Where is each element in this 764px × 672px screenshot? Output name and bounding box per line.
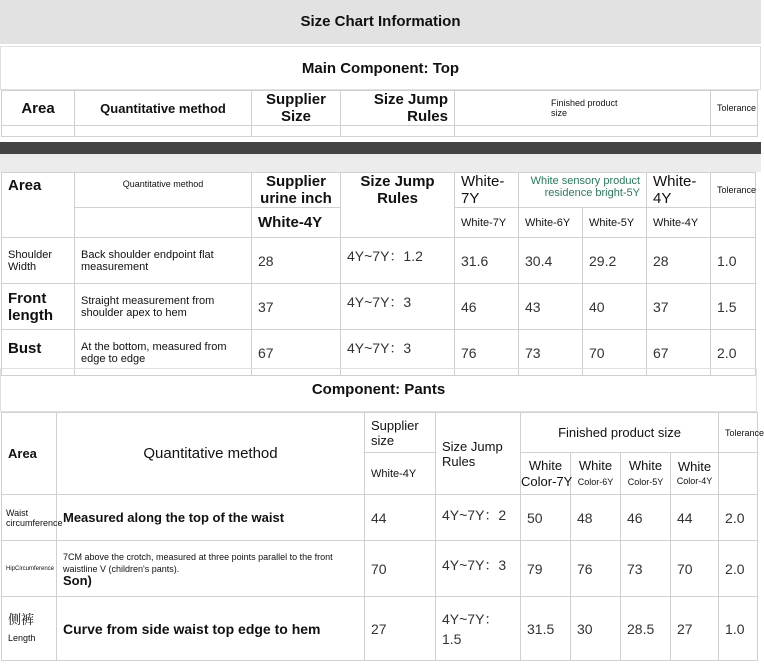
top-header-table xyxy=(1,90,758,137)
separator-band xyxy=(0,142,761,154)
separator-sub xyxy=(0,154,761,172)
row-v4: 67 xyxy=(647,330,711,376)
col-7y: White-7Y xyxy=(455,173,519,208)
row-method: Son) xyxy=(63,572,92,588)
c7-main: White xyxy=(528,457,563,473)
col-4y: White-4Y xyxy=(647,173,711,208)
table-row xyxy=(2,238,756,284)
row-supplier: 67 xyxy=(252,330,341,376)
row-area: HipCircumference xyxy=(2,541,57,597)
header-area: Area xyxy=(2,91,75,126)
row-v6: 43 xyxy=(519,284,583,330)
sub-5y: White-5Y xyxy=(583,208,647,238)
row-jump: 4Y~7Y：2 xyxy=(436,495,521,541)
header-jump: Size Jump Rules xyxy=(341,91,455,126)
row-v5: 40 xyxy=(583,284,647,330)
row-area: Shoulder Width xyxy=(2,238,75,284)
header-method: Quantitative method xyxy=(75,91,252,126)
sub-6y: White-6Y xyxy=(519,208,583,238)
row-tol: 1.5 xyxy=(711,284,756,330)
row-v6: 30 xyxy=(571,597,621,661)
row-supplier: 70 xyxy=(365,541,436,597)
row-v6: 48 xyxy=(571,495,621,541)
col-method: Quantitative method xyxy=(75,173,252,208)
row-tol: 1.0 xyxy=(711,238,756,284)
row-v6: 76 xyxy=(571,541,621,597)
row-method: Curve from side waist top edge to hem xyxy=(57,597,365,661)
row-method: Straight measurement from shoulder apex to hem xyxy=(75,284,252,330)
pants-col-method: Quantitative method xyxy=(57,413,365,495)
row-v5: 70 xyxy=(583,330,647,376)
row-v7: 50 xyxy=(521,495,571,541)
top-measure-table xyxy=(1,172,756,376)
c6-main: White xyxy=(578,457,613,473)
header-supplier: Supplier Size xyxy=(252,91,341,126)
pants-col-supplier-size: White-4Y xyxy=(365,453,436,495)
pants-table xyxy=(1,412,764,661)
row-v5: 73 xyxy=(621,541,671,597)
top-section-title: Main Component: Top xyxy=(0,46,761,90)
row-v7: 76 xyxy=(455,330,519,376)
row-tol: 2.0 xyxy=(711,330,756,376)
row-supplier: 28 xyxy=(252,238,341,284)
c5-sub: Color-5Y xyxy=(627,476,664,487)
row-method: Measured along the top of the waist xyxy=(57,495,365,541)
row-tol: 2.0 xyxy=(719,541,758,597)
row-supplier: 44 xyxy=(365,495,436,541)
row-v7: 31.5 xyxy=(521,597,571,661)
row-jump: 4Y~7Y：1.5 xyxy=(436,597,521,661)
row-area: Length xyxy=(8,632,36,643)
row-method: At the bottom, measured from edge to edge xyxy=(75,330,252,376)
c7-sub: Color-7Y xyxy=(521,473,573,489)
row-jump: 4Y~7Y：3 xyxy=(436,541,521,597)
row-v4: 44 xyxy=(671,495,719,541)
col-supplier: Supplier urine inch xyxy=(252,173,341,208)
col-method-blank xyxy=(75,208,252,238)
row-v4: 70 xyxy=(671,541,719,597)
row-v6: 73 xyxy=(519,330,583,376)
c5-main: White xyxy=(628,457,663,473)
c6-sub: Color-6Y xyxy=(577,476,614,487)
row-v4: 28 xyxy=(647,238,711,284)
table-row xyxy=(2,541,758,597)
row-tol: 1.0 xyxy=(719,597,758,661)
row-v7: 31.6 xyxy=(455,238,519,284)
col-tolerance: Tolerance xyxy=(711,173,756,208)
row-method-note: 7CM above the crotch, measured at three points parallel to the front waistline V (children's pants). xyxy=(63,551,333,574)
header-finished: Finished product size xyxy=(455,91,711,126)
col-mid: White sensory product residence bright-5Y xyxy=(519,173,647,208)
row-v6: 30.4 xyxy=(519,238,583,284)
row-jump: 4Y~7Y：3 xyxy=(341,284,455,330)
row-method: Back shoulder endpoint flat measurement xyxy=(75,238,252,284)
pants-col-finished: Finished product size xyxy=(521,413,719,453)
table-row xyxy=(2,284,756,330)
table-row xyxy=(2,597,758,661)
row-area: Bust xyxy=(2,330,75,376)
col-jump: Size Jump Rules xyxy=(341,173,455,238)
row-supplier: 37 xyxy=(252,284,341,330)
row-v5: 28.5 xyxy=(621,597,671,661)
col-area: Area xyxy=(2,173,75,238)
row-area: Waist circumference xyxy=(2,495,57,541)
row-area-cn: 侧裤 xyxy=(8,611,35,627)
row-v7: 79 xyxy=(521,541,571,597)
row-v5: 29.2 xyxy=(583,238,647,284)
c4-sub: Color-4Y xyxy=(676,475,713,486)
c4-main: White xyxy=(677,458,712,474)
row-tol: 2.0 xyxy=(719,495,758,541)
table-row xyxy=(2,495,758,541)
page-title: Size Chart Information xyxy=(0,0,761,44)
row-area: Front length xyxy=(2,284,75,330)
pants-section-title: Component: Pants xyxy=(0,368,757,412)
sub-4y: White-4Y xyxy=(647,208,711,238)
col-supplier-size: White-4Y xyxy=(252,208,341,238)
row-v4: 27 xyxy=(671,597,719,661)
pants-col-supplier: Supplier size xyxy=(365,413,436,453)
row-v5: 46 xyxy=(621,495,671,541)
pants-col-tolerance: Tolerance xyxy=(719,413,758,453)
row-v4: 37 xyxy=(647,284,711,330)
sub-7y: White-7Y xyxy=(455,208,519,238)
header-tolerance: Tolerance xyxy=(711,91,758,126)
pants-col-area: Area xyxy=(2,413,57,495)
row-jump: 4Y~7Y：3 xyxy=(341,330,455,376)
row-v7: 46 xyxy=(455,284,519,330)
pants-col-jump: Size Jump Rules xyxy=(436,413,521,495)
row-jump: 4Y~7Y：1.2 xyxy=(341,238,455,284)
row-supplier: 27 xyxy=(365,597,436,661)
